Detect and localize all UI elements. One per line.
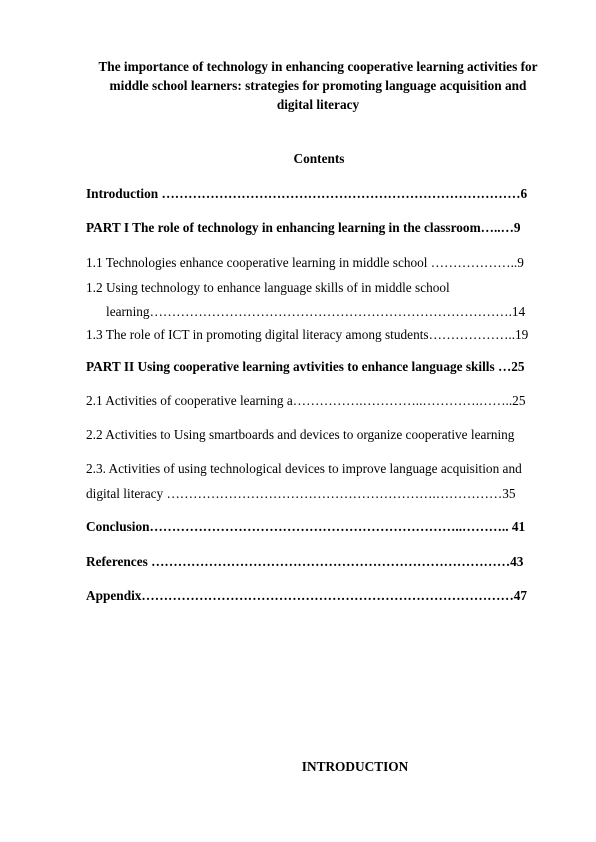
introduction-heading: INTRODUCTION (301, 759, 409, 774)
title-line-3: digital literacy (276, 97, 360, 112)
toc-entry-2-1[interactable]: 2.1 Activities of cooperative learning a…………….…………..………….……..25 (86, 393, 526, 408)
toc-entry-1-3[interactable]: 1.3 The role of ICT in promoting digital literacy among students………………..19 (86, 327, 529, 342)
toc-entry-part-2[interactable]: PART II Using cooperative learning avtivities to enhance language skills …25 (86, 359, 525, 374)
contents-heading: Contents (293, 151, 345, 166)
toc-entry-1-2[interactable]: 1.2 Using technology to enhance language skills of in middle school (86, 280, 450, 295)
toc-entry-1-1[interactable]: 1.1 Technologies enhance cooperative learning in middle school ………………..9 (86, 255, 524, 270)
toc-entry-conclusion[interactable]: Conclusion……………………………………………………………..……….. 41 (86, 519, 526, 534)
toc-entry-2-3[interactable]: 2.3. Activities of using technological devices to improve language acquisition and (86, 461, 522, 476)
toc-entry-1-2-continued[interactable]: learning……………………………………………………………………….14 (106, 304, 526, 319)
toc-entry-2-3-continued[interactable]: digital literacy …………………………………………………….……………35 (86, 486, 516, 501)
toc-entry-appendix[interactable]: Appendix…………………………………………………………………………47 (86, 588, 528, 603)
toc-entry-references[interactable]: References ………………………………………………………………………43 (86, 554, 524, 569)
title-line-2: middle school learners: strategies for promoting language acquisition and (109, 78, 527, 93)
document-title (80, 57, 556, 114)
toc-entry-2-2[interactable]: 2.2 Activities to Using smartboards and devices to organize cooperative learning (86, 427, 515, 442)
toc-entry-introduction[interactable]: Introduction ………………………………………………………………………6 (86, 186, 528, 201)
toc-entry-part-1[interactable]: PART I The role of technology in enhancing learning in the classroom…..…9 (86, 220, 521, 235)
title-line-1: The importance of technology in enhancing cooperative learning activities for (98, 59, 538, 74)
